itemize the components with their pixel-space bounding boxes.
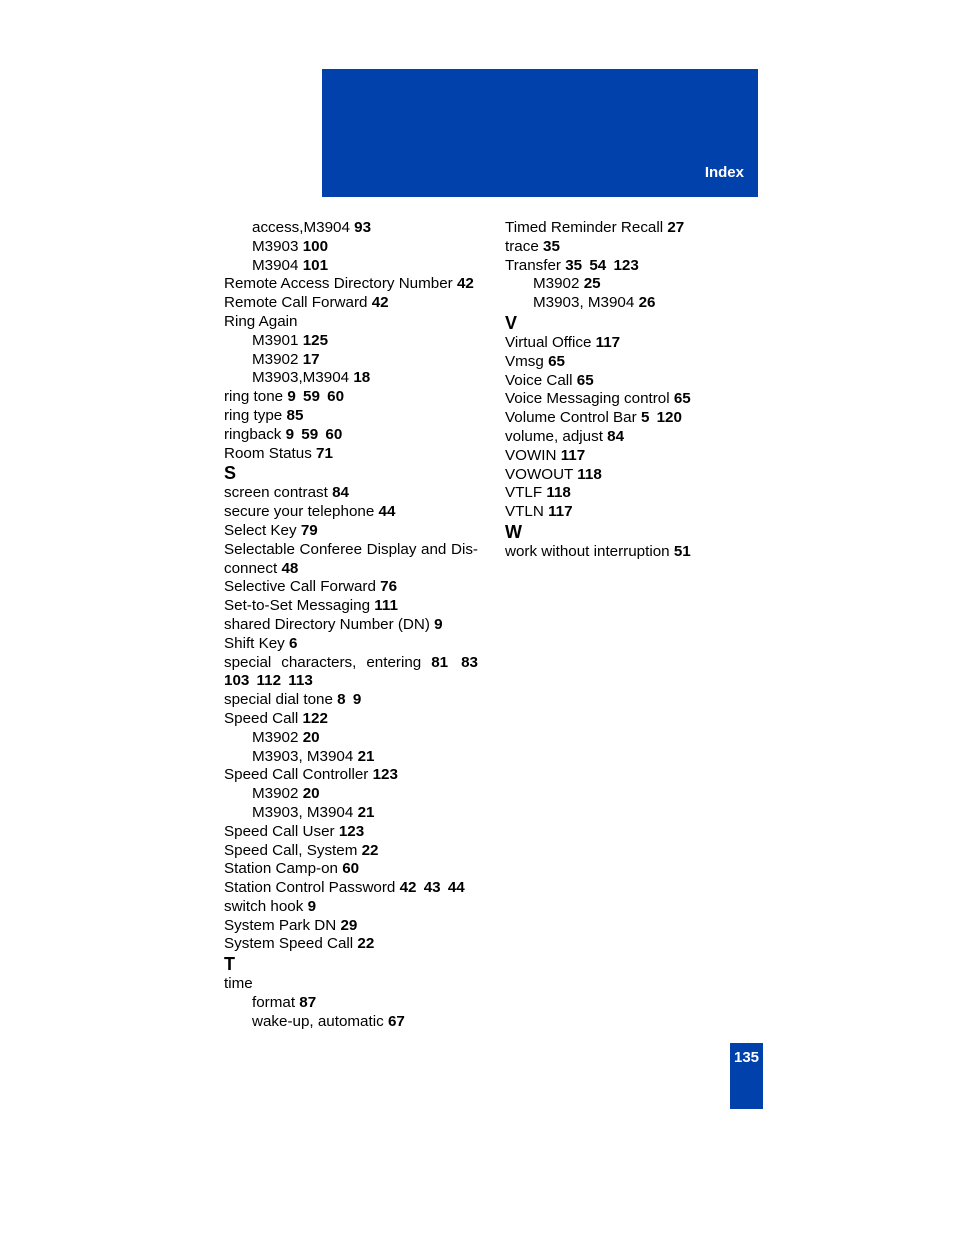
index-entry: [224, 275, 478, 294]
index-page-refs[interactable]: 117: [548, 503, 573, 521]
index-page-refs[interactable]: 18: [353, 369, 371, 387]
index-term: Timed Reminder Recall: [505, 219, 664, 236]
index-term: special dial tone: [224, 691, 333, 709]
index-entry: [505, 257, 755, 276]
index-entry: [505, 372, 755, 391]
index-term: volume, adjust: [505, 427, 603, 445]
index-subentry: [224, 729, 478, 748]
header-title: Index: [704, 164, 744, 181]
index-term: Vmsg: [505, 352, 544, 370]
index-entry: [224, 691, 478, 710]
index-page-refs[interactable]: 65: [576, 371, 594, 389]
index-term: Speed Call Controller: [224, 766, 369, 784]
index-term: M3902: [252, 728, 299, 746]
index-term: M3903: [252, 237, 299, 255]
index-entry: [224, 445, 478, 464]
index-page-refs[interactable]: 48: [281, 559, 299, 577]
index-page-refs[interactable]: 22: [357, 935, 375, 953]
index-page-refs[interactable]: 60: [342, 860, 360, 878]
index-term: M3903, M3904: [252, 803, 354, 821]
index-subentry: [224, 351, 478, 370]
index-term: wake-up, automatic: [252, 1012, 384, 1030]
page-number: 135: [733, 1049, 760, 1066]
index-term: Ring Again: [224, 312, 298, 330]
index-page-refs[interactable]: 123: [372, 766, 398, 784]
index-entry: [224, 541, 478, 579]
index-term: VOWOUT: [505, 465, 574, 483]
index-term: shared Directory Number (DN): [224, 615, 430, 633]
index-entry: [505, 543, 755, 562]
index-page-refs[interactable]: 76: [380, 578, 398, 596]
index-page-refs[interactable]: 67: [387, 1012, 405, 1030]
index-term: Set-to-Set Messaging: [224, 597, 371, 615]
index-entry: [505, 428, 755, 447]
index-term: M3901: [252, 331, 299, 349]
index-term: screen contrast: [224, 484, 328, 502]
index-page-refs[interactable]: 9 59 60: [287, 388, 345, 406]
index-column-right: [505, 219, 755, 562]
index-term: Volume Control Bar: [505, 409, 637, 427]
index-page-refs[interactable]: 51: [673, 542, 691, 560]
index-page-refs[interactable]: 118: [546, 484, 571, 502]
index-subentry: [224, 994, 478, 1013]
index-subentry: [224, 785, 478, 804]
index-page-refs[interactable]: 117: [595, 333, 621, 351]
index-entry: [224, 616, 478, 635]
index-page-refs[interactable]: 65: [548, 352, 565, 370]
index-term: Selectable Conferee Display and Dis-connect: [224, 540, 478, 577]
index-term: trace: [505, 237, 539, 255]
index-entry: [224, 578, 478, 597]
index-page-refs[interactable]: 9: [307, 897, 317, 915]
index-page-refs[interactable]: 5 120: [640, 409, 682, 427]
index-letter-heading: V: [505, 312, 518, 333]
index-page-refs[interactable]: 71: [316, 444, 333, 462]
index-subentry: [224, 238, 478, 257]
index-term: special characters, entering: [224, 653, 422, 671]
index-subentry: [224, 1013, 478, 1032]
index-entry: [505, 503, 755, 522]
index-term: ring tone: [224, 388, 284, 406]
index-entry: [224, 484, 478, 503]
index-page-refs[interactable]: 100: [302, 237, 329, 255]
index-entry: [224, 917, 478, 936]
index-subentry: [505, 275, 755, 294]
index-page-refs[interactable]: 42 43 44: [399, 879, 465, 897]
index-entry: [224, 388, 478, 407]
index-term: M3902: [252, 350, 299, 368]
index-page-refs[interactable]: 111: [374, 597, 398, 615]
index-term: Voice Call: [505, 371, 573, 389]
index-entry: [224, 842, 478, 861]
index-term: time: [224, 975, 253, 993]
index-subentry: [505, 294, 755, 313]
index-term: Speed Call: [224, 709, 299, 727]
index-entry: [224, 294, 478, 313]
index-term: M3904: [252, 256, 299, 274]
index-term: Station Camp-on: [224, 860, 338, 878]
index-page-refs[interactable]: 6: [289, 634, 298, 652]
index-page-refs[interactable]: 79: [300, 521, 318, 539]
index-entry: [224, 879, 478, 898]
index-entry: [505, 484, 755, 503]
index-term: System Park DN: [224, 916, 337, 934]
index-entry: [224, 898, 478, 917]
index-page-refs[interactable]: 42: [371, 294, 389, 312]
index-letter-heading: T: [224, 954, 235, 975]
index-term: format: [252, 994, 296, 1012]
index-page-refs[interactable]: 123: [338, 822, 365, 840]
index-entry: [224, 407, 478, 426]
index-subentry: [224, 748, 478, 767]
index-page-refs[interactable]: 117: [560, 446, 586, 464]
index-letter-heading: W: [505, 521, 522, 542]
index-term: Speed Call, System: [224, 841, 358, 859]
index-term: M3903, M3904: [252, 747, 354, 765]
index-page-refs[interactable]: 93: [354, 219, 372, 236]
index-entry: [505, 447, 755, 466]
index-page-refs[interactable]: 118: [577, 465, 602, 483]
index-subentry: [224, 257, 478, 276]
index-term: Shift Key: [224, 634, 285, 652]
index-page-refs[interactable]: 125: [302, 331, 329, 349]
index-page-refs[interactable]: 35: [543, 237, 560, 255]
index-subentry: [224, 219, 478, 238]
index-entry: [224, 313, 478, 332]
header-band: [322, 69, 758, 197]
index-term: Speed Call User: [224, 822, 335, 840]
index-term: M3902: [533, 275, 580, 293]
index-term: Remote Access Directory Number: [224, 275, 453, 293]
index-term: Transfer: [505, 256, 561, 274]
index-page-refs[interactable]: 81 83 103 112 113: [224, 653, 478, 690]
index-page-refs[interactable]: 84: [607, 427, 625, 445]
index-page-refs[interactable]: 42: [456, 275, 474, 293]
index-page-refs[interactable]: 8 9: [337, 691, 362, 709]
index-subentry: [224, 804, 478, 823]
index-page-refs[interactable]: 17: [302, 350, 320, 368]
index-entry: [505, 409, 755, 428]
index-term: Selective Call Forward: [224, 578, 376, 596]
index-entry: [505, 238, 755, 257]
index-page-refs[interactable]: 27: [667, 219, 685, 236]
index-page-refs[interactable]: 21: [357, 803, 375, 821]
index-term: Voice Messaging control: [505, 390, 670, 408]
index-page-refs[interactable]: 85: [286, 406, 304, 424]
index-term: access,M3904: [252, 219, 350, 236]
index-entry: [505, 353, 755, 372]
index-entry: [224, 503, 478, 522]
index-page-refs[interactable]: 20: [302, 728, 320, 746]
index-page-refs[interactable]: 101: [302, 256, 329, 274]
index-page-refs[interactable]: 20: [302, 785, 320, 803]
index-term: Station Control Password: [224, 879, 396, 897]
index-page-refs[interactable]: 65: [673, 390, 691, 408]
index-page-refs[interactable]: 25: [583, 275, 601, 293]
index-subentry: [224, 369, 478, 388]
index-term: M3903, M3904: [533, 294, 635, 312]
index-page-refs[interactable]: 122: [302, 709, 328, 727]
index-term: VOWIN: [505, 446, 557, 464]
index-column-left: [224, 219, 478, 1032]
index-term: switch hook: [224, 897, 304, 915]
index-entry: [505, 390, 755, 409]
index-entry: [224, 522, 478, 541]
index-entry: [224, 935, 478, 954]
index-page-refs[interactable]: 22: [361, 841, 379, 859]
index-term: ringback: [224, 425, 282, 443]
index-entry: [224, 975, 478, 994]
index-page-refs[interactable]: 44: [378, 503, 396, 521]
index-term: VTLN: [505, 503, 544, 521]
page-number-tab: [730, 1043, 763, 1109]
index-term: Room Status: [224, 444, 312, 462]
index-term: ring type: [224, 406, 283, 424]
index-page-refs[interactable]: 21: [357, 747, 375, 765]
index-entry: [224, 766, 478, 785]
index-subentry: [224, 332, 478, 351]
index-entry: [224, 823, 478, 842]
index-letter-heading: S: [224, 463, 237, 484]
index-entry: [224, 597, 478, 616]
index-entry: [505, 466, 755, 485]
index-term: VTLF: [505, 484, 543, 502]
index-entry: [224, 426, 478, 445]
index-term: work without interruption: [505, 542, 670, 560]
index-term: Remote Call Forward: [224, 294, 368, 312]
index-entry: [505, 334, 755, 353]
index-page-refs[interactable]: 26: [638, 294, 656, 312]
index-page-refs[interactable]: 29: [340, 916, 358, 934]
index-term: M3902: [252, 785, 299, 803]
index-entry: [505, 219, 755, 238]
index-term: Select Key: [224, 521, 297, 539]
index-entry: [224, 860, 478, 879]
index-term: secure your telephone: [224, 503, 375, 521]
index-term: Virtual Office: [505, 333, 592, 351]
index-page-refs[interactable]: 9 59 60: [285, 425, 343, 443]
index-term: M3903,M3904: [252, 369, 350, 387]
index-page-refs[interactable]: 35 54 123: [565, 256, 639, 274]
index-entry: [224, 710, 478, 729]
index-term: System Speed Call: [224, 935, 354, 953]
index-entry: [224, 635, 478, 654]
index-page-refs[interactable]: 9: [434, 615, 443, 633]
index-page-refs[interactable]: 87: [299, 994, 317, 1012]
index-page-refs[interactable]: 84: [332, 484, 349, 502]
index-entry: [224, 654, 478, 692]
